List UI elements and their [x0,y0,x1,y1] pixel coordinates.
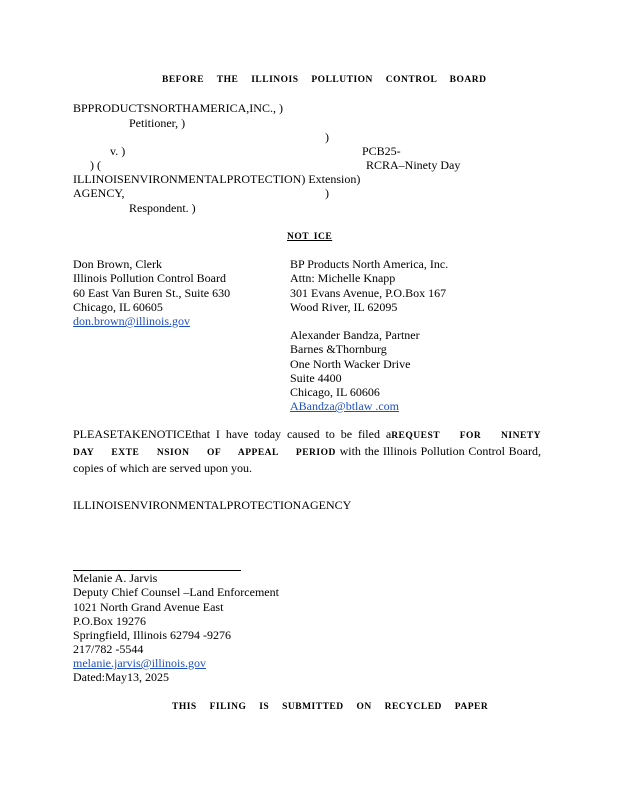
caption-paren: ) [325,186,329,200]
phone-number: 217/782 -5544 [73,642,144,656]
respondent-name: ILLINOISENVIRONMENTALPROTECTION) Extension) [73,172,361,186]
respondent-agency: AGENCY, [73,186,125,200]
notice-body [73,427,541,476]
signer-email-link[interactable]: melanie.jarvis@illinois.gov [73,656,207,670]
address-line: 301 Evans Avenue, P.O.Box 167 [290,286,447,300]
notice-heading: NOT ICE [287,232,333,242]
address-line: P.O.Box 19276 [73,614,147,628]
address-line: Don Brown, Clerk [73,257,162,271]
case-type: RCRA–Ninety Day [366,158,461,172]
address-line: Alexander Bandza, Partner [290,328,420,342]
address-line: Barnes &Thornburg [290,342,387,356]
address-line: Wood River, IL 62095 [290,300,398,314]
footer-note: THIS FILING IS SUBMITTED ON RECYCLED PAPER [172,702,489,712]
agency-signature-block: ILLINOISENVIRONMENTALPROTECTIONAGENCY [73,498,352,512]
notice-text: with the Illinois Pollution Control Board, copies of which are served upon you. [73,444,541,475]
counsel-email-link[interactable]: ABandza@btlaw .com [290,399,400,413]
address-line: Springfield, Illinois 62794 -9276 [73,628,231,642]
versus: v. ) [110,144,126,158]
address-line: BP Products North America, Inc. [290,257,449,271]
document-title: REQUEST FOR NINETY DAY EXTE NSION OF APPEAL PERIOD [73,431,541,458]
caption-paren: ) [325,130,329,144]
petitioner-name: BPPRODUCTSNORTHAMERICA,INC., ) [73,101,283,115]
address-line: Chicago, IL 60605 [73,300,163,314]
address-line: Chicago, IL 60606 [290,385,380,399]
address-line: Illinois Pollution Control Board [73,271,227,285]
address-line: 60 East Van Buren St., Suite 630 [73,286,231,300]
caption-paren: ) ( [90,158,101,172]
signer-name: Melanie A. Jarvis [73,571,158,585]
address-line: Suite 4400 [290,371,342,385]
respondent-role: Respondent. ) [129,201,196,215]
address-line: One North Wacker Drive [290,357,411,371]
case-number: PCB25- [362,144,401,158]
address-line: Attn: Michelle Knapp [290,271,396,285]
notice-text: that I have today caused to be filed a [192,427,392,441]
address-line: 1021 North Grand Avenue East [73,600,224,614]
petitioner-role: Petitioner, ) [129,116,186,130]
date-line: Dated:May13, 2025 [73,670,169,684]
notice-lead: PLEASETAKENOTICE [73,427,193,441]
page-title: BEFORE THE ILLINOIS POLLUTION CONTROL BOARD [162,75,487,85]
signer-title: Deputy Chief Counsel –Land Enforcement [73,585,279,599]
clerk-email-link[interactable]: don.brown@illinois.gov [73,314,191,328]
